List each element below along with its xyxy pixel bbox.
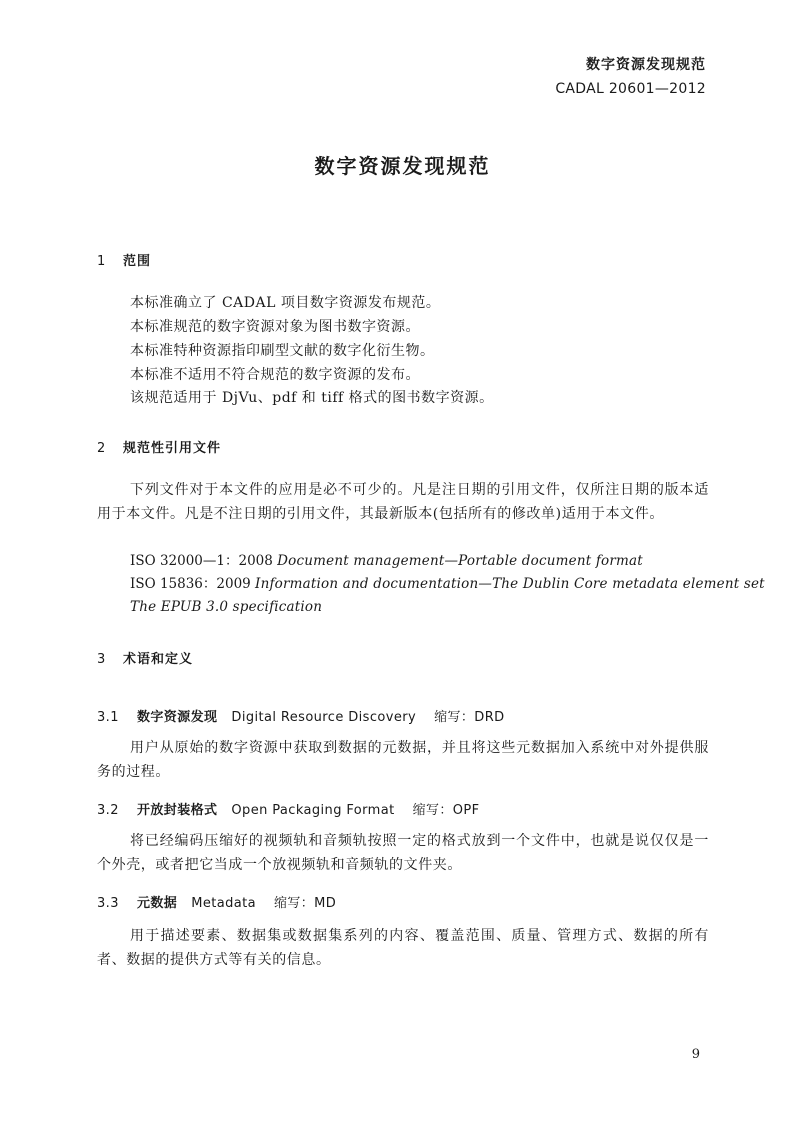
term-abbreviation: 缩写：MD: [273, 896, 337, 911]
reference-title: Document management—Portable document format: [277, 553, 643, 569]
term-number: 3.1: [97, 710, 119, 725]
scope-line: 本标准确立了 CADAL 项目数字资源发布规范。: [130, 295, 441, 311]
term-number: 3.3: [97, 896, 119, 911]
page-number: 9: [691, 1047, 700, 1062]
term-abbreviation: 缩写：DRD: [434, 710, 505, 725]
term-chinese: 元数据: [137, 896, 178, 911]
section-3-heading: [97, 648, 193, 667]
reference-item: [130, 596, 322, 618]
term-heading: [97, 799, 480, 818]
section-number: 3: [97, 652, 107, 667]
scope-line: 本标准特种资源指印刷型文献的数字化衍生物。: [130, 343, 435, 359]
document-title: 数字资源发现规范: [314, 154, 491, 178]
header-code: CADAL 20601—2012: [555, 81, 706, 97]
header-title: 数字资源发现规范: [586, 57, 706, 73]
reference-title: The EPUB 3.0 specification: [130, 599, 323, 615]
scope-line: 本标准规范的数字资源对象为图书数字资源。: [130, 319, 420, 335]
section-title: 术语和定义: [123, 652, 194, 667]
reference-code: ISO 15836：2009: [130, 576, 256, 592]
section-title: 范围: [123, 254, 152, 269]
term-chinese: 开放封装格式: [137, 803, 218, 818]
term-heading: [97, 706, 505, 725]
term-abbreviation: 缩写：OPF: [412, 803, 480, 818]
normative-references-paragraph: 下列文件对于本文件的应用是必不可少的。凡是注日期的引用文件，仅所注日期的版本适用于本文件。凡是不注日期的引用文件，其最新版本(包括所有的修改单)适用于本文件。: [97, 482, 709, 522]
term-heading: [97, 892, 336, 911]
term-definition: 将已经编码压缩好的视频轨和音频轨按照一定的格式放到一个文件中，也就是说仅仅是一个外壳，或者把它当成一个放视频轨和音频轨的文件夹。: [97, 833, 709, 873]
section-number: 1: [97, 254, 107, 269]
scope-line: 该规范适用于 DjVu、pdf 和 tiff 格式的图书数字资源。: [130, 390, 494, 406]
term-definition: 用于描述要素、数据集或数据集系列的内容、覆盖范围、质量、管理方式、数据的所有者、数据的提供方式等有关的信息。: [97, 928, 709, 968]
scope-line: 本标准不适用不符合规范的数字资源的发布。: [130, 367, 420, 383]
reference-item: [130, 550, 643, 572]
reference-code: ISO 32000—1：2008: [130, 553, 278, 569]
term-english: Open Packaging Format: [231, 803, 395, 818]
term-english: Metadata: [191, 896, 256, 911]
reference-item: [130, 573, 765, 595]
section-title: 规范性引用文件: [123, 441, 222, 456]
term-number: 3.2: [97, 803, 119, 818]
section-number: 2: [97, 441, 107, 456]
term-english: Digital Resource Discovery: [231, 710, 417, 725]
term-chinese: 数字资源发现: [137, 710, 218, 725]
term-definition: 用户从原始的数字资源中获取到数据的元数据，并且将这些元数据加入系统中对外提供服务的过程。: [97, 740, 709, 780]
section-2-heading: [97, 437, 221, 456]
section-1-heading: [97, 250, 151, 269]
reference-title: Information and documentation—The Dublin Core metadata element set: [255, 576, 765, 592]
